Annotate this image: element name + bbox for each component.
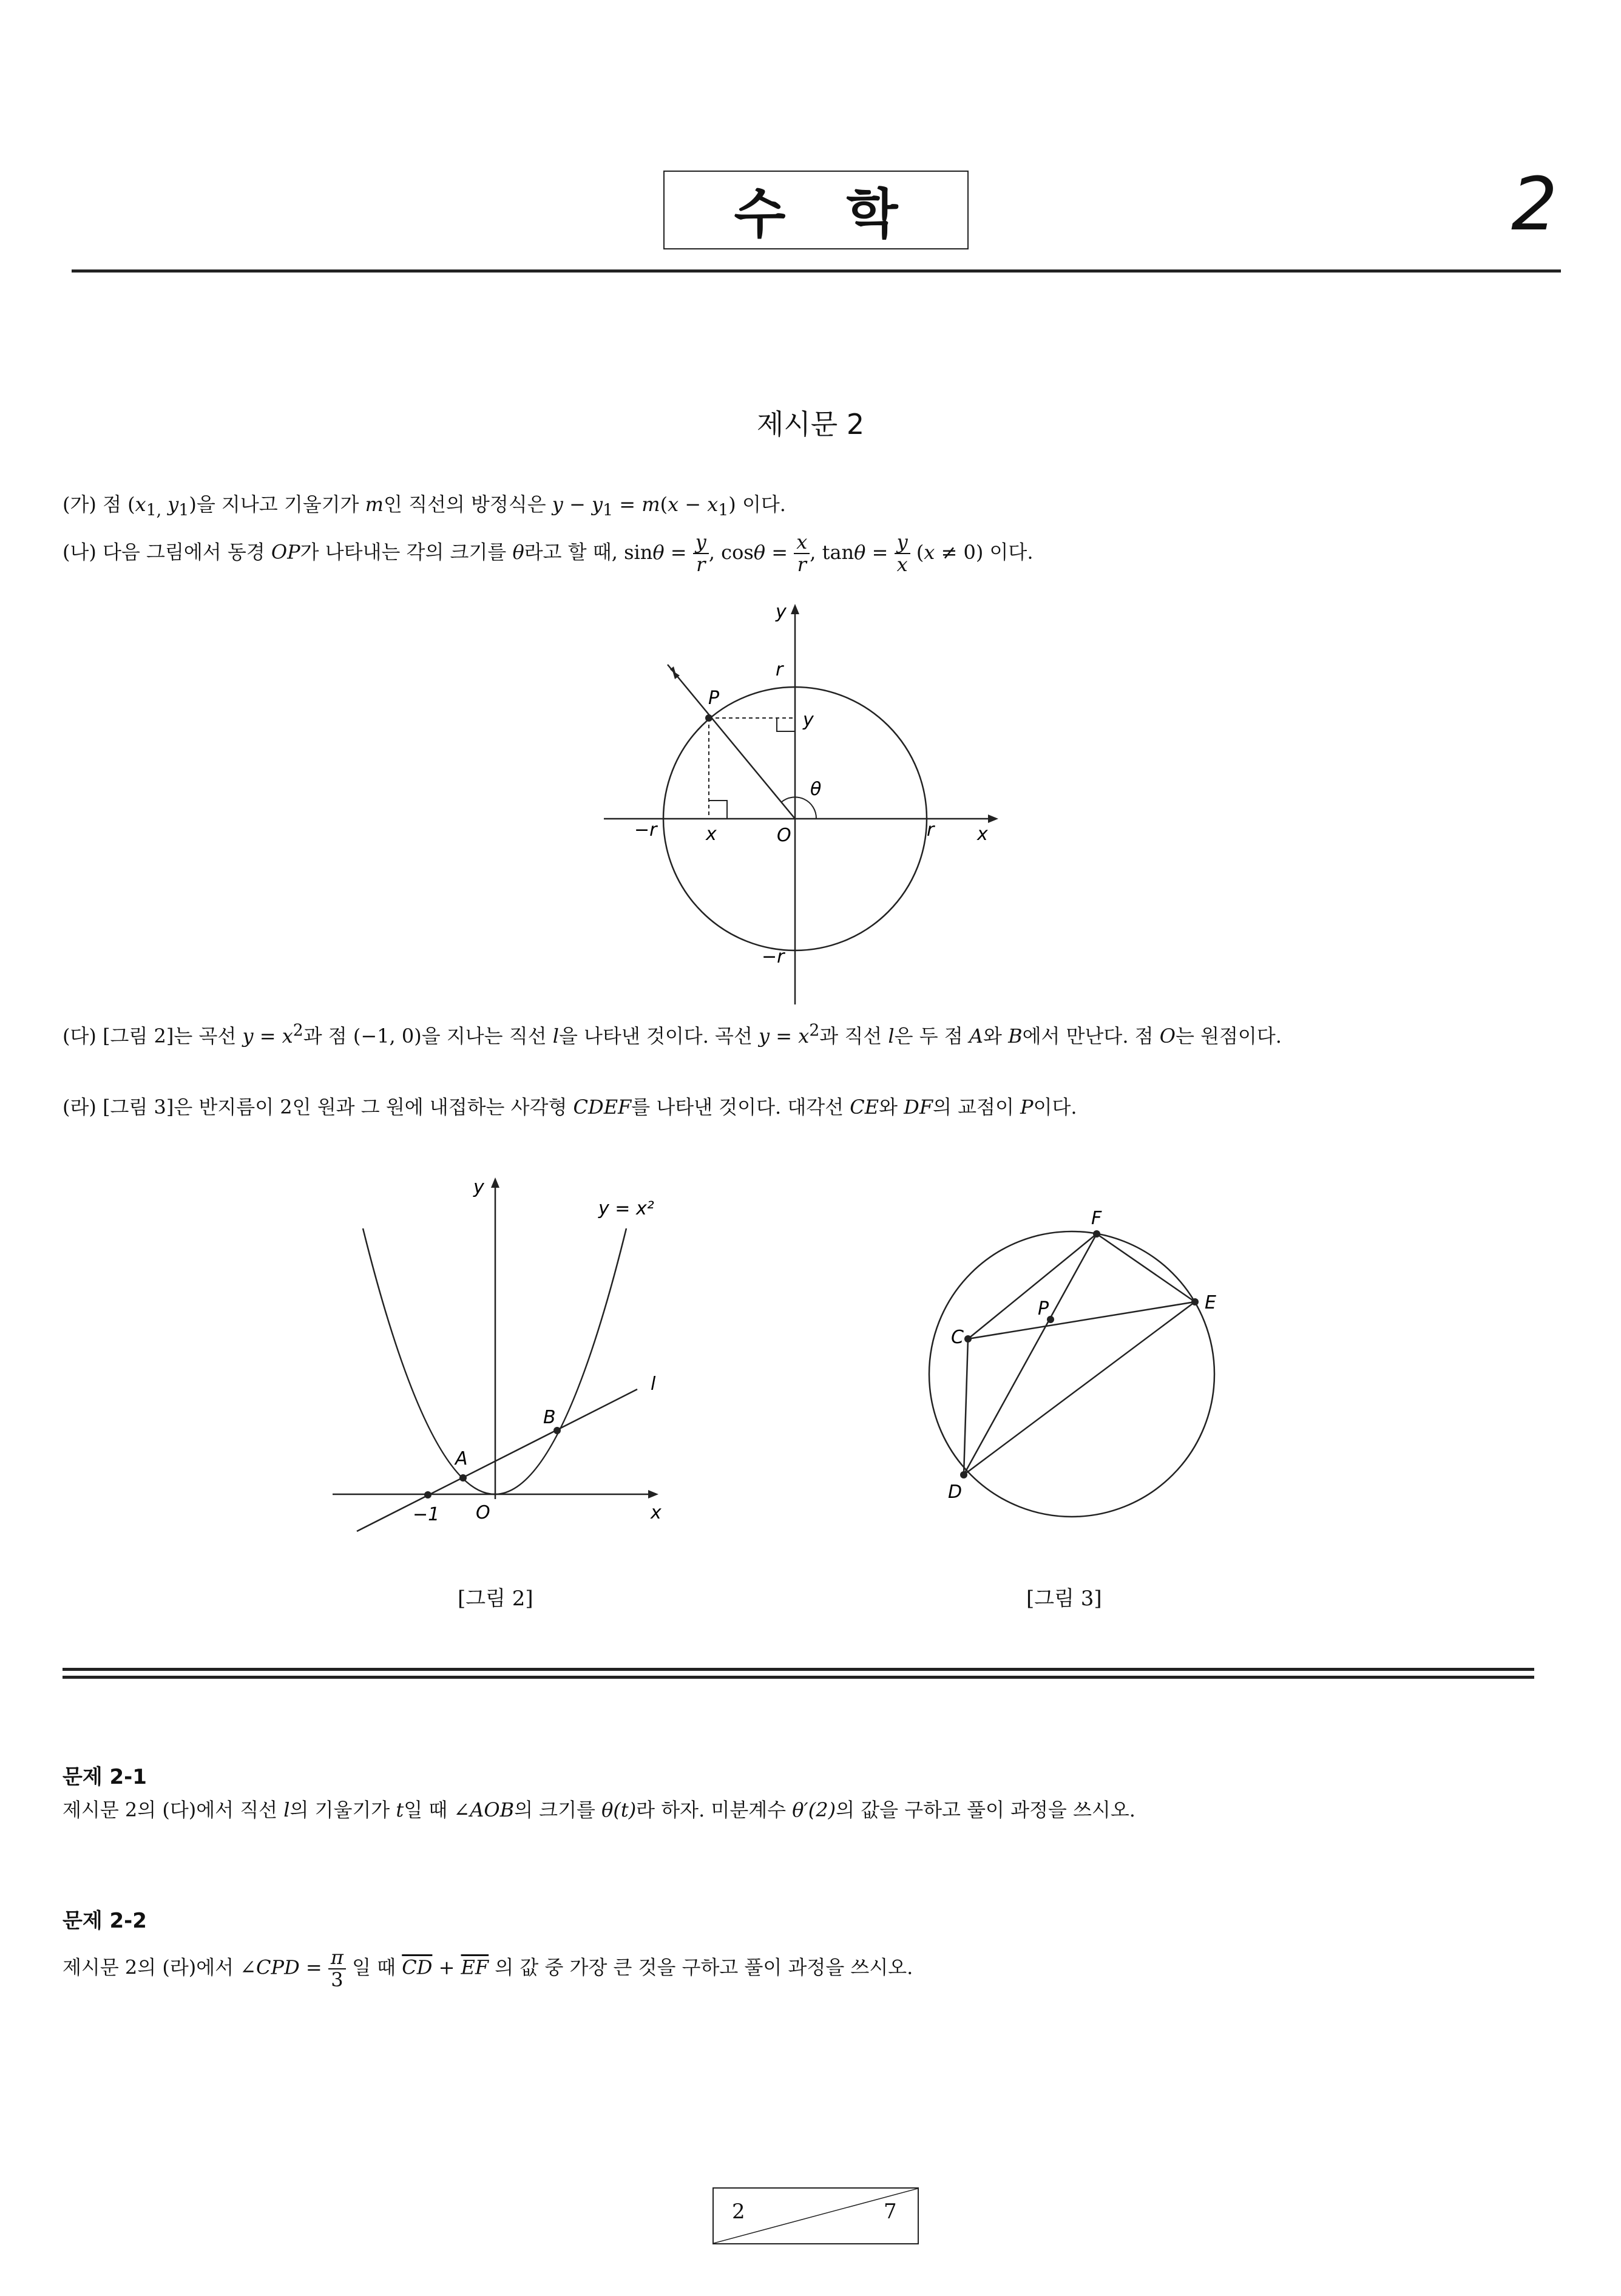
fig1-x-foot-label: x [706,824,717,845]
point-F-dot [1093,1230,1100,1238]
fig1-O-label: O [777,825,791,846]
question-2-1-text: 제시문 2의 (다)에서 직선 l의 기울기가 t일 때 ∠AOB의 크기를 θ(t)라 하자. 미분계수 θ′(2)의 값을 구하고 풀이 과정을 쓰시오. [63,1798,1135,1821]
figure-circle-angle [595,598,1007,1011]
figure-2-caption: [그림 2] [458,1587,533,1611]
fig1-y-label: y [776,601,787,623]
question-2-1-title: 문제 2-1 [63,1765,147,1789]
figure-3-caption: [그림 3] [1026,1587,1102,1611]
fig3-E-label: E [1205,1292,1216,1313]
page-number-badge: 2 [1511,163,1558,247]
subject-title: 수학 [734,183,959,245]
parabola-formula: $y = x^2$ [242,1021,303,1048]
total-pages: 7 [884,2199,897,2224]
current-page: 2 [732,2199,745,2224]
point-neg1: (−1, 0) [353,1024,422,1048]
fig3-P-label: P [1038,1298,1049,1319]
question-2-2-text: 제시문 2의 (라)에서 ∠CPD = $\frac{\pi}{3}$ 일 때 $\overline{CD} + \overline{EF}$ 의 값 중 가장 큰 것을 구하고 풀이 과정을 쓰시오. [63,1946,913,1992]
fig2-l-label: l [651,1373,656,1395]
fig1-y-foot-label: y [803,709,814,731]
passage-na: (나) 다음 그림에서 동경 OP가 나타내는 각의 크기를 θ라고 할 때, sinθ = $\frac{y}{r}$ , cosθ = $\frac{x}{r}$ , tanθ = $\frac{y}{x}$ (x ≠ 0) 이다. [63,530,1034,577]
fig1-theta-label: θ [810,779,822,800]
fig1-P-label: P [708,688,720,709]
passage-da: (다) [그림 2]는 곡선 $y = x^2$과 점 (−1, 0)을 지나는 직선 l을 나타낸 것이다. 곡선 $y = x^2$과 직선 l은 두 점 A와 B에서 만난다. 점 O는 원점이다. [63,1021,1282,1048]
fig1-r-right-label: r [927,819,935,841]
fig1-neg-r-left-label: −r [634,819,657,841]
trig-definitions: sinθ = $\frac{y}{r}$ , cosθ = $\frac{x}{r}$ , tanθ = $\frac{y}{x}$ (x ≠ 0) [624,530,984,577]
fig2-O-label: O [476,1502,490,1523]
fig3-D-label: D [948,1482,963,1503]
passage-title: 제시문 2 [756,408,865,441]
figure-2-parabola [322,1165,698,1542]
point-C-dot [964,1335,972,1343]
fig2-x-label: x [651,1502,662,1523]
figure-3-cyclic-quadrilateral [910,1202,1238,1542]
passage-ga: (가) 점 ($x_{1,}$ $y_1$)을 지나고 기울기가 m인 직선의 방정식은 $y - y_1 = m(x - x_1)$ 이다. [63,493,786,520]
fig2-A-label: A [455,1448,468,1469]
point-P-dot [705,714,712,722]
question-2-2-title: 문제 2-2 [63,1909,147,1933]
fig1-x-axis-label: x [977,824,988,845]
passage-ra: (라) [그림 3]은 반지름이 2인 원과 그 원에 내접하는 사각형 CDEF를 나타낸 것이다. 대각선 CE와 DF의 교점이 P이다. [63,1096,1077,1119]
subject-title-box [663,171,969,249]
fig1-neg-r-bottom-label: −r [762,946,785,967]
fig3-F-label: F [1091,1208,1102,1229]
fig2-y-label: y [473,1177,484,1198]
point-D-dot [960,1471,967,1478]
fig2-minus1-label: −1 [413,1504,440,1525]
fig3-C-label: C [951,1327,964,1348]
pi-over-3: $\frac{\pi}{3}$ [328,1947,346,1991]
page-indicator [712,2187,919,2244]
fig2-B-label: B [543,1407,556,1428]
point-neg1-dot [424,1491,431,1498]
section-divider-top [63,1668,1534,1671]
header-rule [72,269,1561,273]
point-formula: ($x_{1,}$ $y_1$) [127,493,197,520]
fig1-r-top-label: r [776,659,783,680]
line-equation: $y - y_1 = m(x - x_1)$ [552,493,736,520]
section-divider-bottom [63,1676,1534,1679]
fig2-curve-label: y = x² [598,1198,654,1219]
point-A-dot [459,1474,467,1482]
point-E-dot [1191,1298,1199,1305]
